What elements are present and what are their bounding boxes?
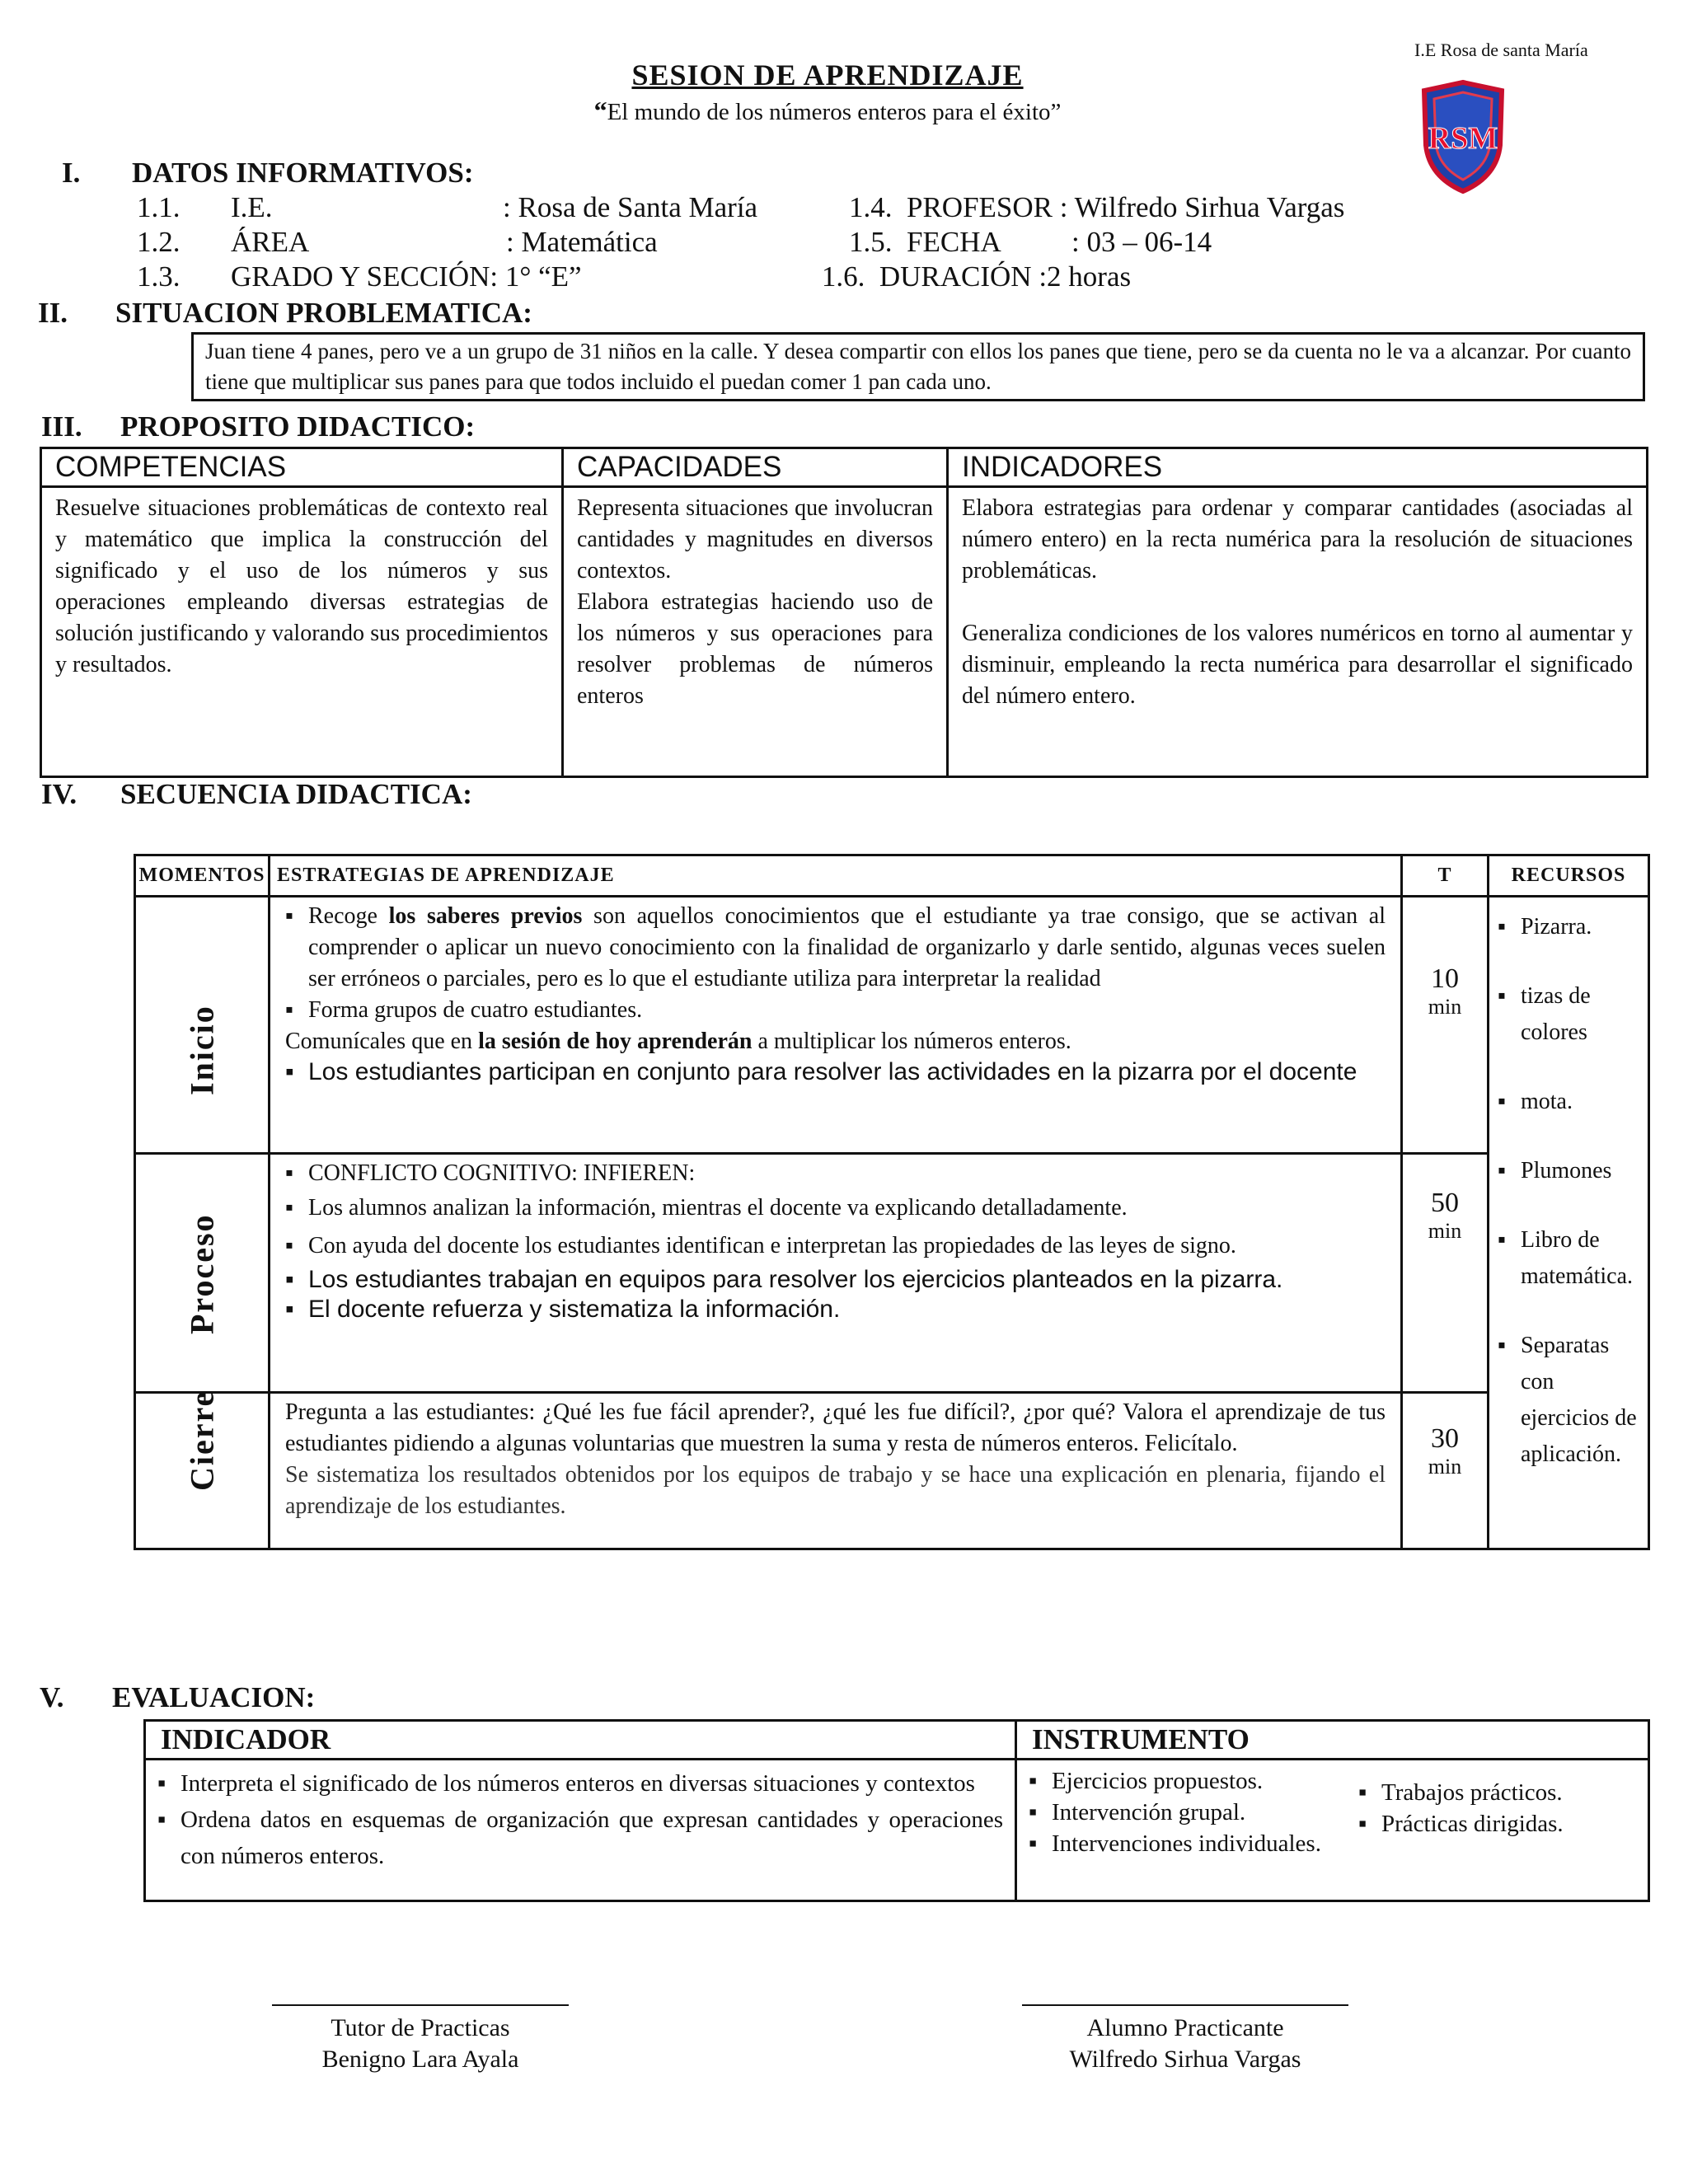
competencia-cell: Resuelve situaciones problemáticas de contexto real y matemático que implica la construcción del significado y el uso de los números y sus operaciones empleando diversas estrategias de solución justificando y valorando sus procedimientos y resultados. <box>41 487 563 777</box>
info-row-2: 1.2. ÁREA : Matemática 1.5. FECHA : 03 – 06-14 <box>137 226 1212 258</box>
header-tiempo: T <box>1402 855 1489 897</box>
header-indicadores: INDICADORES <box>948 448 1648 487</box>
signature-line <box>272 2004 569 2006</box>
estrategias-inicio: ▪ Recoge los saberes previos son aquellos conocimientos que el estudiante ya trae consigo, que se activan al comprender o aplicar un nuevo conocimiento con la finalidad de organizarlo y darle sentido, algunas veces suelen ser erróneos o parciales, pero es lo que el estudiante utiliza para interpretar la realidad ▪ Forma grupos de cuatro estudiantes. Comunícales que en la sesión de hoy aprenderán a multiplicar los números enteros. ▪ Los estudiantes participan en conjunto para resolver las actividades en la pizarra por el docente <box>270 897 1402 1154</box>
header-indicador: INDICADOR <box>145 1721 1016 1760</box>
momento-cierre: Cierre <box>135 1393 270 1549</box>
signature-line <box>1022 2004 1348 2006</box>
header-competencias: COMPETENCIAS <box>41 448 563 487</box>
recurso-item: ▪ Plumones <box>1498 1153 1639 1189</box>
section-3-heading: III. PROPOSITO DIDACTICO: <box>41 410 476 443</box>
estrategias-cierre: Pregunta a las estudiantes: ¿Qué les fue fácil aprender?, ¿qué les fue difícil?, ¿por qué? Valora el aprendizaje de tus estudiantes pidiendo a algunas voluntarias que muestren la suma y resta de números enteros. Felicítalo. Se sistematiza los resultados obtenidos por los equipos de trabajo y se hace una explicación en plenaria, fijando el aprendizaje de los estudiantes. <box>270 1393 1402 1549</box>
recurso-item: ▪ Separatas con ejercicios de aplicación. <box>1498 1328 1639 1473</box>
estrategias-proceso: ▪ CONFLICTO COGNITIVO: INFIEREN: ▪ Los alumnos analizan la información, mientras el docente va explicando detalladamente. ▪ Con ayuda del docente los estudiantes identifican e interpretan las propiedades de las leyes de signo. ▪ Los estudiantes trabajan en equipos para resolver los ejercicios planteados en la pizarra. ▪ El docente refuerza y sistematiza la información. <box>270 1154 1402 1393</box>
evaluacion-instrumentos: ▪ Ejercicios propuestos. ▪ Intervención grupal. ▪ Intervenciones individuales. ▪ Trabajos prácticos. ▪ Prácticas dirigidas. <box>1016 1760 1649 1901</box>
momento-proceso: Proceso <box>135 1154 270 1393</box>
recurso-item: ▪ Libro de matemática. <box>1498 1222 1639 1295</box>
situation-box: Juan tiene 4 panes, pero ve a un grupo de 31 niños en la calle. Y desea compartir con ellos los panes que tiene, pero se da cuenta no le va a alcanzar. Por cuanto tiene que multiplicar sus panes para que todos incluido el puedan comer 1 pan cada uno. <box>191 332 1645 401</box>
header-capacidades: CAPACIDADES <box>563 448 948 487</box>
school-tag: I.E Rosa de santa María <box>1414 40 1588 60</box>
evaluacion-table <box>143 1719 1650 1902</box>
recurso-item: ▪ tizas de colores <box>1498 978 1639 1051</box>
signature-alumno: Alumno Practicante Wilfredo Sirhua Vargas <box>971 2004 1400 2075</box>
header-recursos: RECURSOS <box>1489 855 1649 897</box>
section-2-heading: II. SITUACION PROBLEMATICA: <box>38 297 532 329</box>
info-row-1: 1.1. I.E. : Rosa de Santa María 1.4. PROFESOR : Wilfredo Sirhua Vargas <box>137 191 1345 223</box>
page-subtitle: “El mundo de los números enteros para el éxito” <box>593 96 1062 125</box>
page-title: SESION DE APRENDIZAJE <box>631 59 1024 91</box>
recurso-item: ▪ mota. <box>1498 1084 1639 1120</box>
header-instrumento: INSTRUMENTO <box>1016 1721 1649 1760</box>
recursos-list <box>1489 897 1649 1549</box>
momento-inicio: Inicio <box>135 897 270 1154</box>
recurso-item: ▪ Pizarra. <box>1498 909 1639 945</box>
indicadores-cell: Elabora estrategias para ordenar y comparar cantidades (asociadas al número entero) en la recta numérica para la resolución de situaciones problemáticas. Generaliza condiciones de los valores numéricos en torno al aumentar y disminuir, empleando la recta numérica para desarrollar el significado del número entero. <box>948 487 1648 777</box>
capacidades-cell: Representa situaciones que involucran cantidades y magnitudes en diversos contextos. Elabora estrategias haciendo uso de los números y sus operaciones para resolver problemas de números enteros <box>563 487 948 777</box>
info-row-3: 1.3. GRADO Y SECCIÓN: 1° “E” 1.6. DURACIÓN :2 horas <box>137 260 1132 293</box>
tiempo-inicio: 10 min <box>1402 897 1489 1154</box>
section-1-heading: I. DATOS INFORMATIVOS: <box>62 157 474 189</box>
secuencia-table <box>134 854 1650 1550</box>
section-4-heading: IV. SECUENCIA DIDACTICA: <box>41 778 472 810</box>
header-estrategias: ESTRATEGIAS DE APRENDIZAJE <box>270 855 1402 897</box>
logo-text: RSM <box>1428 121 1498 156</box>
evaluacion-indicadores: ▪ Interpreta el significado de los números enteros en diversas situaciones y contextos ▪ Ordena datos en esquemas de organización que expresan cantidades y operaciones con números enteros. <box>145 1760 1016 1901</box>
tiempo-proceso: 50 min <box>1402 1154 1489 1393</box>
section-5-heading: V. EVALUACION: <box>40 1681 316 1713</box>
header-momentos: MOMENTOS <box>135 855 270 897</box>
tiempo-cierre: 30 min <box>1402 1393 1489 1549</box>
proposito-table <box>40 447 1648 778</box>
signature-tutor: Tutor de Practicas Benigno Lara Ayala <box>206 2004 635 2075</box>
